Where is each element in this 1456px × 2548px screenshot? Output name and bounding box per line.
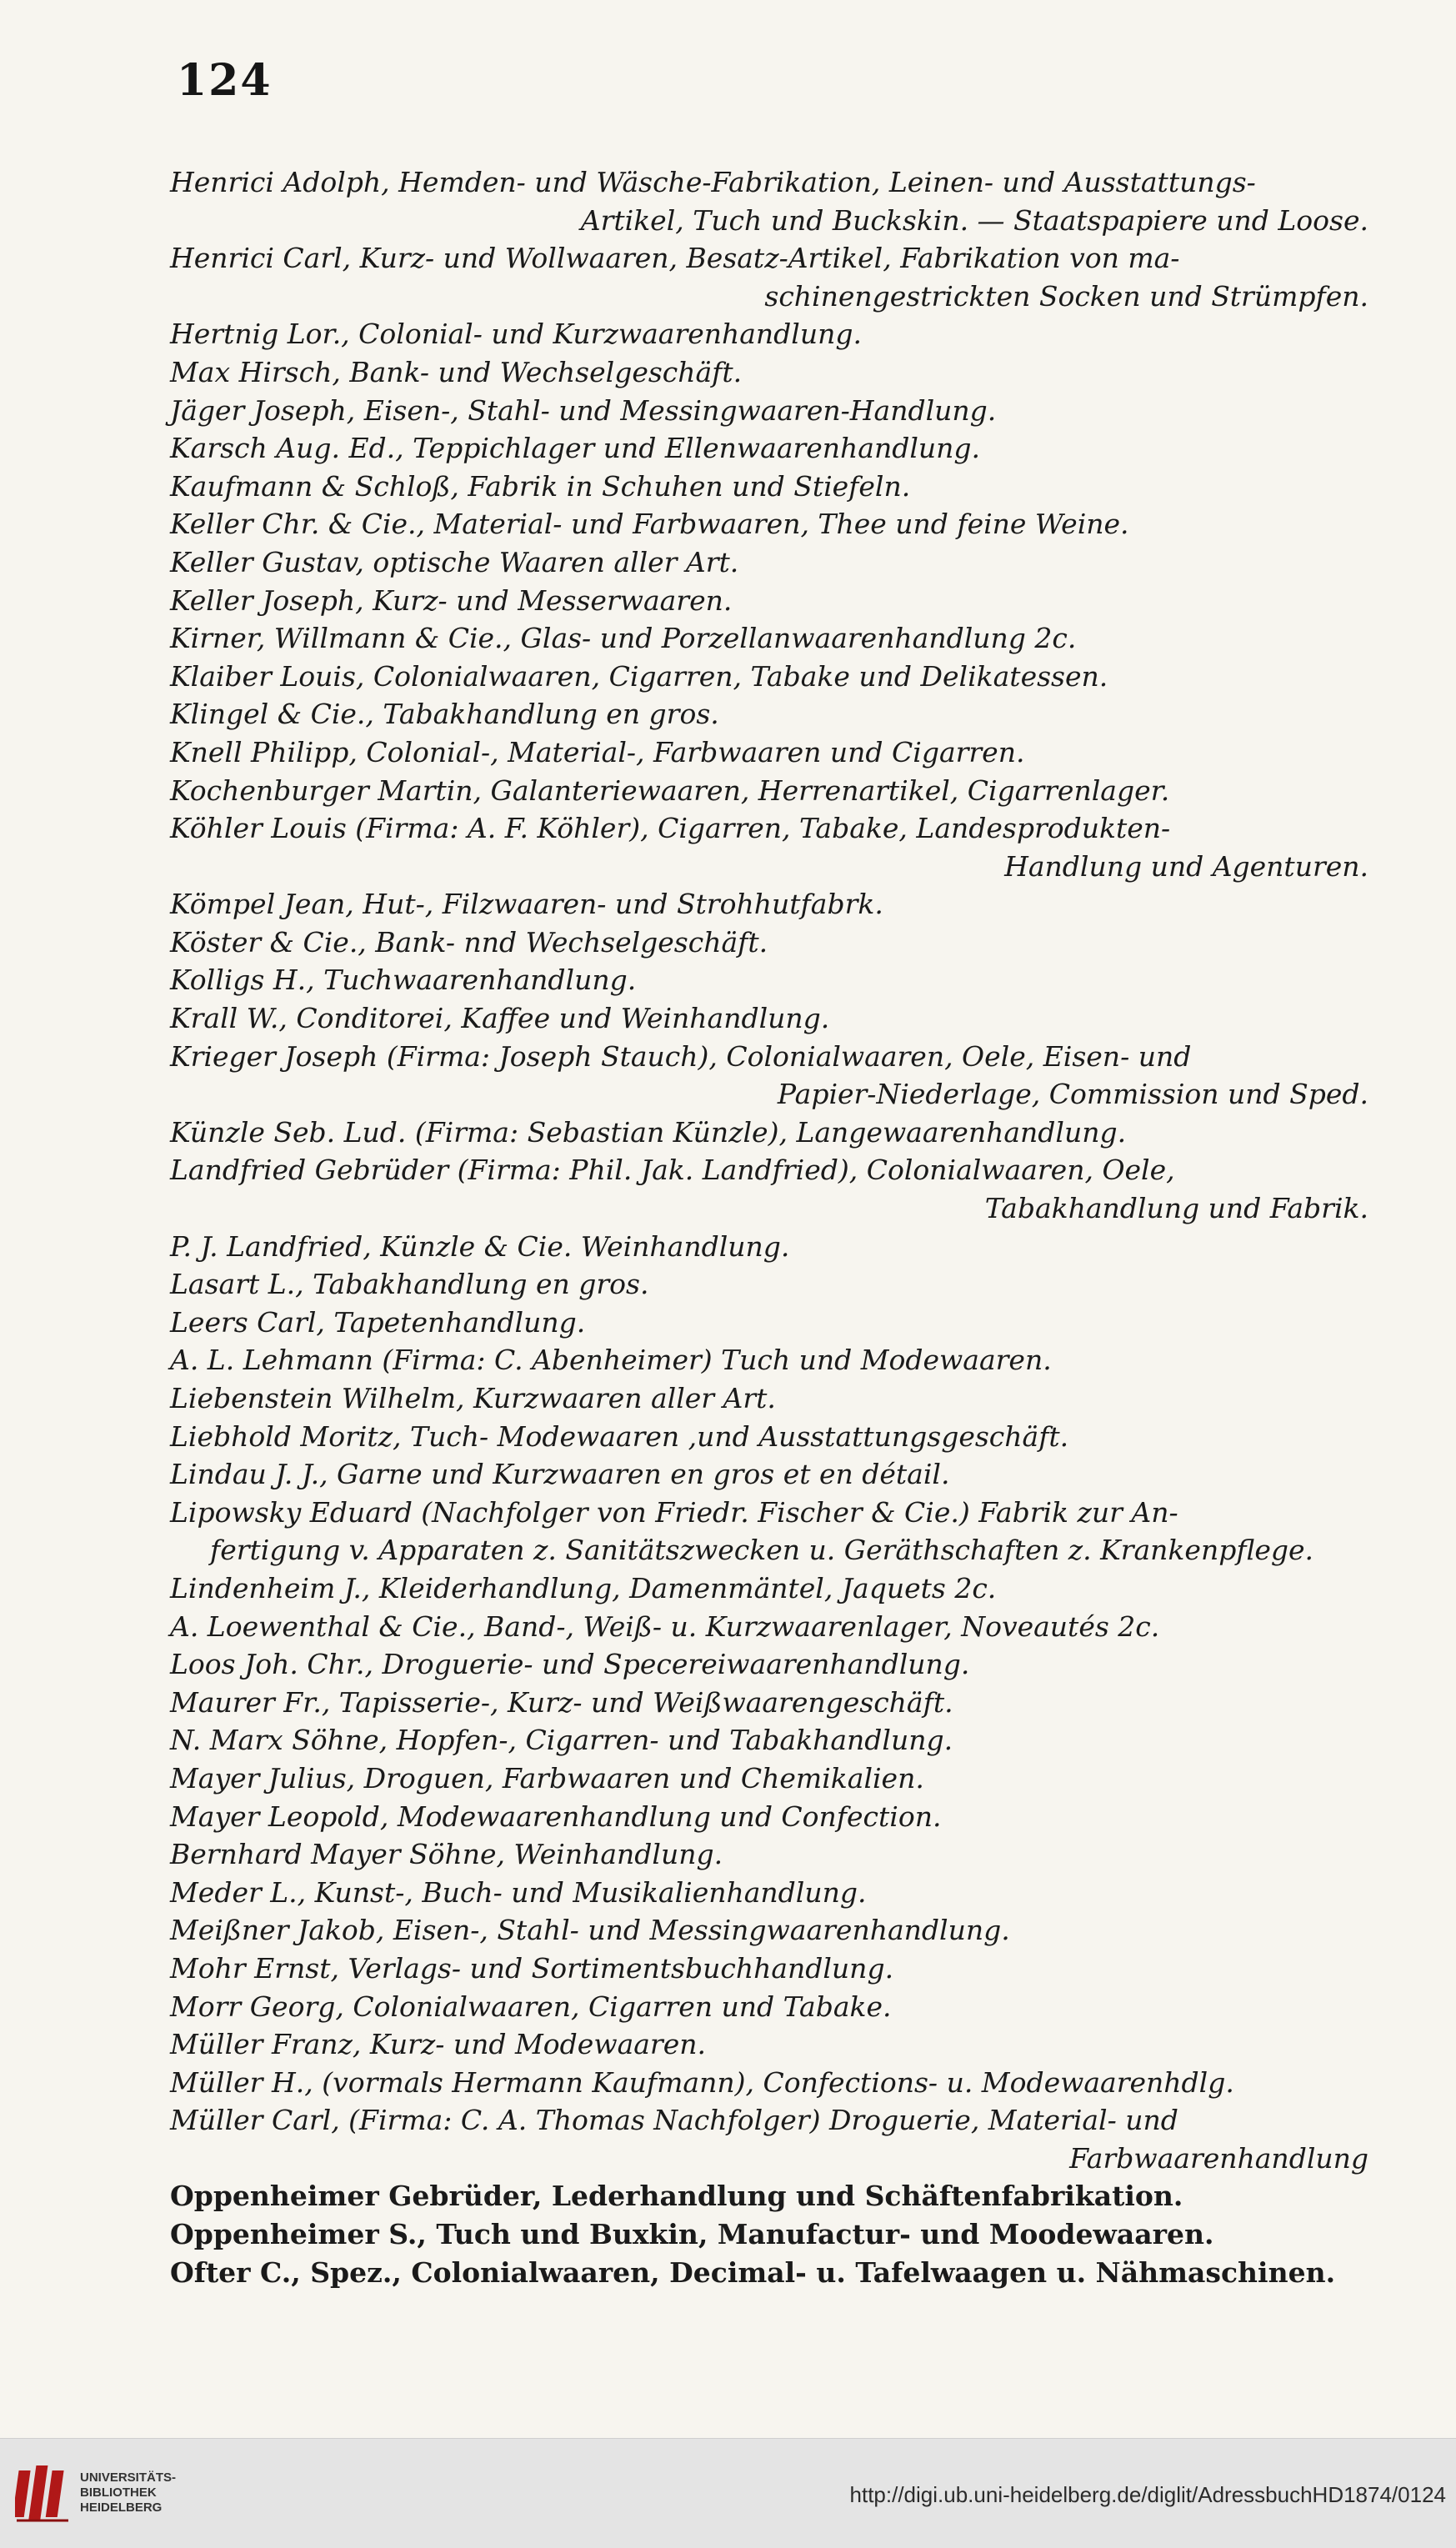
entry-continuation: Tabakhandlung und Fabrik. [984,1192,1368,1225]
heidelberg-library-logo-icon [15,2462,70,2525]
directory-entry [170,1151,1388,1227]
directory-entry [170,1950,1388,1988]
directory-entry [170,733,1388,772]
entry-text: Loos Joh. Chr., Droguerie- und Specereiwaarenhandlung. [170,1648,970,1681]
directory-entry [170,163,1388,239]
entry-text: Keller Gustav, optische Waaren aller Art. [170,545,739,578]
directory-entry [170,695,1388,733]
entry-text: Oppenheimer S., Tuch und Buxkin, Manufactur- und Moodewaaren. [170,2218,1214,2251]
entry-text: Mayer Leopold, Modewaarenhandlung und Confection. [170,1800,942,1833]
directory-entry [170,1341,1388,1379]
entry-text: Köster & Cie., Bank- nnd Wechselgeschäft. [170,925,768,959]
directory-entry [170,1228,1388,1266]
directory-entry [170,924,1388,962]
directory-entry [170,999,1388,1038]
directory-entry [170,2064,1388,2102]
entry-text: Lindenheim J., Kleiderhandlung, Damenmäntel, Jaquets 2c. [170,1571,997,1604]
entry-text: Kolligs H., Tuchwaarenhandlung. [170,964,637,997]
entry-continuation: fertigung v. Apparaten z. Sanitätszwecken u. Geräthschaften z. Krankenpflege. [210,1534,1314,1567]
entry-text: Jäger Joseph, Eisen-, Stahl- und Messingwaaren-Handlung. [170,393,997,427]
entry-text: Künzle Seb. Lud. (Firma: Sebastian Künzle), Langewaarenhandlung. [170,1115,1127,1149]
directory-entry [170,1379,1388,1418]
entry-continuation: Papier-Niederlage, Commission und Sped. [777,1078,1368,1111]
directory-entry [170,1760,1388,1798]
directory-entry [170,1304,1388,1342]
source-url-link[interactable]: http://digi.ub.uni-heidelberg.de/diglit/AdressbuchHD1874/0124 [849,2482,1446,2507]
entry-text: Kömpel Jean, Hut-, Filzwaaren- und Strohhutfabrk. [170,888,883,921]
directory-entry [170,1608,1388,1646]
directory-entry [170,505,1388,543]
entry-text: Karsch Aug. Ed., Teppichlager und Ellenwaarenhandlung. [170,432,981,465]
directory-entry [170,1114,1388,1152]
directory-entry [170,1988,1388,2026]
entry-text: Maurer Fr., Tapisserie-, Kurz- und Weißwaarengeschäft. [170,1685,953,1719]
entry-text: Klingel & Cie., Tabakhandlung en gros. [170,698,719,731]
entry-text: Mayer Julius, Droguen, Farbwaaren und Chemikalien. [170,1761,924,1795]
entry-text: Bernhard Mayer Söhne, Weinhandlung. [170,1838,723,1871]
entry-text: Leers Carl, Tapetenhandlung. [170,1305,586,1339]
entry-text: Kirner, Willmann & Cie., Glas- und Porzellanwaarenhandlung 2c. [170,622,1077,655]
entry-text: Müller Franz, Kurz- und Modewaaren. [170,2028,706,2061]
entry-text: Kochenburger Martin, Galanteriewaaren, Herrenartikel, Cigarrenlager. [170,773,1170,807]
library-footer [0,2438,1456,2548]
entry-text: Lasart L., Tabakhandlung en gros. [170,1268,649,1301]
directory-entry [170,1494,1388,1569]
entry-continuation: schinengestrickten Socken und Strümpfen. [764,279,1368,313]
entry-text: Knell Philipp, Colonial-, Material-, Farbwaaren und Cigarren. [170,735,1025,768]
entry-text: Max Hirsch, Bank- und Wechselgeschäft. [170,355,743,388]
entry-text: Krall W., Conditorei, Kaffee und Weinhandlung. [170,1002,830,1035]
entry-text: Henrici Adolph, Hemden- und Wäsche-Fabrikation, Leinen- und Ausstattungs- [170,166,1256,198]
directory-entry [170,1798,1388,1836]
entry-text: Morr Georg, Colonialwaaren, Cigarren und Tabake. [170,1990,892,2023]
entry-text: Oppenheimer Gebrüder, Lederhandlung und Schäftenfabrikation. [170,2180,1183,2213]
library-name-line: HEIDELBERG [80,2500,163,2515]
library-name-line: BIBLIOTHEK [80,2485,157,2500]
directory-entry [170,543,1388,582]
entry-text: Müller Carl, (Firma: C. A. Thomas Nachfolger) Droguerie, Material- und [170,2104,1178,2137]
entry-text: Liebhold Moritz, Tuch- Modewaaren ,und Ausstattungsgeschäft. [170,1419,1069,1453]
directory-entry [170,658,1388,696]
entry-text: Ofter C., Spez., Colonialwaaren, Decimal- u. Tafelwaagen u. Nähmaschinen. [170,2255,1336,2289]
directory-entry [170,2025,1388,2064]
directory-entry [170,2177,1388,2215]
directory-entry [170,1569,1388,1608]
directory-entry [170,2215,1388,2254]
directory-entry [170,429,1388,468]
directory-entry [170,468,1388,506]
directory-entry [170,1684,1388,1722]
directory-entry [170,772,1388,810]
directory-entry [170,1265,1388,1304]
directory-entry [170,2254,1388,2292]
entry-text: Müller H., (vormals Hermann Kaufmann), Confections- u. Modewaarenhdlg. [170,2065,1234,2099]
entry-continuation: Farbwaarenhandlung [1069,2141,1368,2175]
entry-text: Henrici Carl, Kurz- und Wollwaaren, Besatz-Artikel, Fabrikation von ma- [170,242,1180,275]
directory-entry [170,961,1388,999]
entry-text: Köhler Louis (Firma: A. F. Köhler), Cigarren, Tabake, Landesprodukten- [170,812,1171,845]
directory-entry [170,353,1388,392]
entry-text: Meder L., Kunst-, Buch- und Musikalienhandlung. [170,1875,867,1909]
entry-continuation: Artikel, Tuch und Buckskin. — Staatspapiere und Loose. [580,203,1368,237]
entry-text: Lipowsky Eduard (Nachfolger von Friedr. Fischer & Cie.) Fabrik zur An- [170,1495,1178,1529]
directory-entry [170,1418,1388,1456]
directory-entry [170,1721,1388,1760]
entry-continuation: Handlung und Agenturen. [1004,849,1368,883]
entry-text: Liebenstein Wilhelm, Kurzwaaren aller Art. [170,1382,776,1414]
entry-text: Keller Chr. & Cie., Material- und Farbwaaren, Thee und feine Weine. [170,508,1129,541]
directory-entry [170,2101,1388,2177]
entry-text: Krieger Joseph (Firma: Joseph Stauch), Colonialwaaren, Oele, Eisen- und [170,1039,1192,1073]
entry-text: Keller Joseph, Kurz- und Messerwaaren. [170,583,733,617]
library-name-line: UNIVERSITÄTS- [80,2470,177,2485]
directory-entry [170,1038,1388,1114]
directory-entry [170,619,1388,658]
directory-entry [170,1455,1388,1494]
directory-entry [170,1874,1388,1912]
directory-entry [170,392,1388,430]
entry-text: Kaufmann & Schloß, Fabrik in Schuhen und Stiefeln. [170,469,911,503]
directory-entry [170,1835,1388,1874]
directory-entry [170,582,1388,620]
entry-text: N. Marx Söhne, Hopfen-, Cigarren- und Tabakhandlung. [170,1724,953,1757]
library-name [80,2470,176,2515]
directory-entry [170,315,1388,353]
directory-entry [170,1645,1388,1684]
directory-entry [170,885,1388,924]
entry-text: Lindau J. J., Garne und Kurzwaaren en gros et en détail. [170,1458,950,1491]
entry-text: P. J. Landfried, Künzle & Cie. Weinhandlung. [170,1229,790,1263]
directory-entries [170,163,1388,2291]
directory-entry [170,239,1388,315]
entry-text: Klaiber Louis, Colonialwaaren, Cigarren, Tabake und Delikatessen. [170,659,1108,693]
directory-entry [170,809,1388,885]
entry-text: Hertnig Lor., Colonial- und Kurzwaarenhandlung. [170,318,862,351]
directory-entry [170,1911,1388,1950]
entry-text: A. L. Lehmann (Firma: C. Abenheimer) Tuch und Modewaaren. [170,1344,1052,1377]
page-number: 124 [177,55,273,106]
entry-text: Meißner Jakob, Eisen-, Stahl- und Messingwaarenhandlung. [170,1914,1010,1947]
entry-text: Mohr Ernst, Verlags- und Sortimentsbuchhandlung. [170,1951,894,1985]
entry-text: A. Loewenthal & Cie., Band-, Weiß- u. Kurzwaarenlager, Noveautés 2c. [170,1609,1160,1643]
entry-text: Landfried Gebrüder (Firma: Phil. Jak. Landfried), Colonialwaaren, Oele, [170,1154,1175,1187]
